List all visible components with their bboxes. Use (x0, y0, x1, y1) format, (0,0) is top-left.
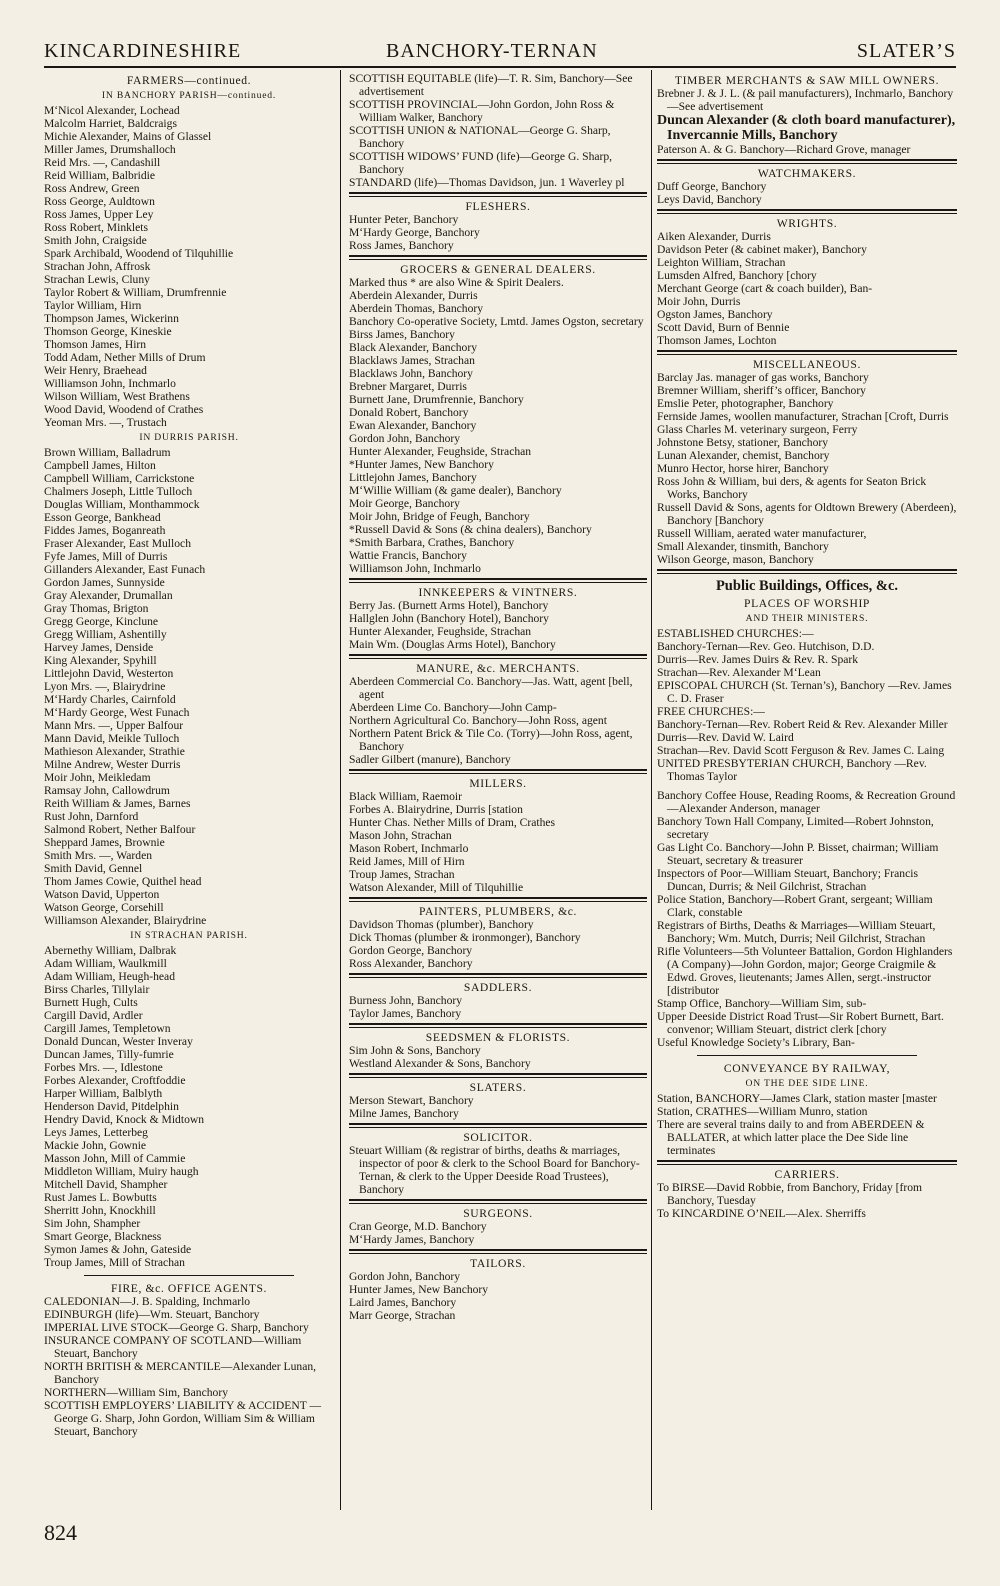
directory-entry: Reith William & James, Barnes (44, 797, 191, 810)
section-rule (657, 209, 957, 214)
directory-entry: Cargill James, Templetown (44, 1022, 171, 1035)
directory-entry: Douglas William, Monthammock (44, 498, 200, 511)
directory-entry: Russell William, aerated water manufacturer, (657, 527, 867, 540)
directory-entry: Taylor James, Banchory (349, 1007, 462, 1020)
directory-entry: NORTHERN—William Sim, Banchory (44, 1386, 228, 1399)
directory-entry: Chalmers Joseph, Little Tulloch (44, 485, 193, 498)
sub-heading: IN DURRIS PARISH. (139, 432, 239, 443)
directory-entry: EDINBURGH (life)—Wm. Steuart, Banchory (44, 1308, 260, 1321)
directory-entry: Main Wm. (Douglas Arms Hotel), Banchory (349, 638, 556, 651)
directory-entry: Leighton William, Strachan (657, 256, 786, 269)
directory-entry: Thomson James, Lochton (657, 334, 777, 347)
directory-entry: To KINCARDINE O’NEIL—Alex. Sherriffs (657, 1207, 866, 1220)
section-rule (349, 578, 647, 583)
directory-entry: Fiddes James, Boganreath (44, 524, 166, 537)
directory-entry: Donald Duncan, Wester Inveray (44, 1035, 193, 1048)
directory-entry: Russell David & Sons, agents for Oldtown Brewery (Aberdeen), Banchory [Banchory (657, 501, 957, 527)
directory-entry: Aiken Alexander, Durris (657, 230, 771, 243)
section-rule (349, 1073, 647, 1078)
directory-entry: SCOTTISH PROVINCIAL—John Gordon, John Ross & William Walker, Banchory (349, 98, 615, 124)
directory-entry: Steuart William (& registrar of births, deaths & marriages, inspector of poor & clerk to the School Board for Banchory-Ternan, & clerk to the Upper Deeside Road Trustees), Banchory (349, 1144, 640, 1196)
directory-entry: Moir John, Bridge of Feugh, Banchory (349, 510, 530, 523)
directory-entry: *Smith Barbara, Crathes, Banchory (349, 536, 515, 549)
section-rule (697, 1055, 917, 1056)
section-heading: GROCERS & GENERAL DEALERS. (400, 263, 596, 276)
section-rule (349, 1199, 647, 1204)
directory-entry: UNITED PRESBYTERIAN CHURCH, Banchory —Rev. Thomas Taylor (657, 757, 927, 783)
section-rule (349, 897, 647, 902)
directory-entry: Ramsay John, Callowdrum (44, 784, 170, 797)
running-header (44, 40, 956, 64)
directory-entry: *Hunter James, New Banchory (349, 458, 494, 471)
sub-heading: AND THEIR MINISTERS. (745, 613, 869, 624)
directory-entry: Thompson James, Wickerinn (44, 312, 179, 325)
directory-entry: Station, CRATHES—William Munro, station (657, 1105, 868, 1118)
directory-entry: Littlejohn James, Banchory (349, 471, 477, 484)
section-heading: PLACES OF WORSHIP (744, 597, 870, 610)
directory-entry: Reid James, Mill of Hirn (349, 855, 465, 868)
section-heading: MILLERS. (469, 777, 527, 790)
directory-entry: Strachan—Rev. David Scott Ferguson & Rev. James C. Laing (657, 744, 945, 757)
section-heading: WATCHMAKERS. (757, 167, 857, 180)
section-heading: FLESHERS. (465, 200, 531, 213)
directory-entry: Upper Deeside District Road Trust—Sir Robert Burnett, Bart. convenor; William Steuart, district clerk [chory (657, 1010, 944, 1036)
directory-entry: Lunan Alexander, chemist, Banchory (657, 449, 830, 462)
directory-entry: Milne Andrew, Wester Durris (44, 758, 181, 771)
directory-entry: Hunter James, New Banchory (349, 1283, 489, 1296)
directory-entry: ESTABLISHED CHURCHES:— (657, 627, 814, 640)
directory-entry: Banchory-Ternan—Rev. Geo. Hutchison, D.D. (657, 640, 875, 653)
directory-entry: Leys James, Letterbeg (44, 1126, 148, 1139)
directory-entry: Williamson John, Inchmarlo (44, 377, 176, 390)
directory-entry: Reid William, Balbridie (44, 169, 156, 182)
section-heading: SOLICITOR. (463, 1131, 533, 1144)
directory-entry: Davidson Thomas (plumber), Banchory (349, 918, 534, 931)
directory-entry: Banchory-Ternan—Rev. Robert Reid & Rev. Alexander Miller (657, 718, 948, 731)
directory-entry: Mathieson Alexander, Strathie (44, 745, 185, 758)
column-public-buildings (657, 72, 957, 1220)
directory-entry: Gray Thomas, Brigton (44, 602, 149, 615)
section-heading: MANURE, &c. MERCHANTS. (416, 662, 580, 675)
directory-entry: Aberdein Thomas, Banchory (349, 302, 484, 315)
column-divider-2 (651, 70, 652, 1510)
directory-entry: Blacklaws James, Strachan (349, 354, 475, 367)
directory-entry: Watson David, Upperton (44, 888, 160, 901)
directory-entry: Miller James, Drumshalloch (44, 143, 176, 156)
directory-entry: Symon James & John, Gateside (44, 1243, 192, 1256)
directory-entry: Burnett Hugh, Cults (44, 996, 138, 1009)
directory-entry: Lyon Mrs. —, Blairydrine (44, 680, 166, 693)
directory-entry: Michie Alexander, Mains of Glassel (44, 130, 212, 143)
directory-entry: Moir John, Meikledam (44, 771, 151, 784)
directory-entry: Gas Light Co. Banchory—John P. Bisset, chairman; William Steuart, secretary & treasurer (657, 841, 939, 867)
directory-entry: Donald Robert, Banchory (349, 406, 469, 419)
directory-entry: Merson Stewart, Banchory (349, 1094, 474, 1107)
directory-entry: Williamson Alexander, Blairydrine (44, 914, 207, 927)
directory-entry: M‘Hardy James, Banchory (349, 1233, 475, 1246)
directory-entry: Adam William, Heugh-head (44, 970, 176, 983)
directory-entry: Duff George, Banchory (657, 180, 767, 193)
directory-entry: Ogston James, Banchory (657, 308, 773, 321)
directory-entry: Banchory Co-operative Society, Lmtd. James Ogston, secretary (349, 315, 644, 328)
directory-entry: Gordon John, Banchory (349, 1270, 461, 1283)
directory-entry: M‘Hardy George, West Funach (44, 706, 190, 719)
directory-entry: SCOTTISH UNION & NATIONAL—George G. Sharp, Banchory (349, 124, 611, 150)
directory-entry: Brown William, Balladrum (44, 446, 171, 459)
directory-entry: Campbell William, Carrickstone (44, 472, 195, 485)
directory-entry: Blacklaws John, Banchory (349, 367, 473, 380)
directory-entry: M‘Willie William (& game dealer), Banchory (349, 484, 562, 497)
directory-entry: Rifle Volunteers—5th Volunteer Battalion, Gordon Highlanders (A Company)—John Gordon, major; George Craigmile & Edwd. Groves, lieutenants; James Allen, sergt.-instructor [distributor (657, 945, 953, 997)
directory-entry: STANDARD (life)—Thomas Davidson, jun. 1 Waverley pl (349, 176, 625, 189)
directory-entry: Police Station, Banchory—Robert Grant, sergeant; William Clark, constable (657, 893, 933, 919)
directory-entry: Middleton William, Muiry haugh (44, 1165, 199, 1178)
directory-entry: Ross Andrew, Green (44, 182, 140, 195)
directory-entry: Berry Jas. (Burnett Arms Hotel), Banchory (349, 599, 549, 612)
directory-entry: Fyfe James, Mill of Durris (44, 550, 168, 563)
directory-entry: Forbes Mrs. —, Idlestone (44, 1061, 163, 1074)
directory-entry: SCOTTISH WIDOWS’ FUND (life)—George G. Sharp, Banchory (349, 150, 613, 176)
directory-entry: Henderson David, Pitdelphin (44, 1100, 179, 1113)
directory-entry: Gordon George, Banchory (349, 944, 473, 957)
column-farmers (44, 72, 334, 1438)
directory-entry: Wilson George, mason, Banchory (657, 553, 814, 566)
directory-entry: Stamp Office, Banchory—William Sim, sub- (657, 997, 867, 1010)
directory-entry: Harper William, Balblyth (44, 1087, 163, 1100)
section-heading: SURGEONS. (463, 1207, 533, 1220)
section-rule (349, 192, 647, 197)
section-rule (657, 159, 957, 164)
directory-entry: Hallglen John (Banchory Hotel), Banchory (349, 612, 549, 625)
directory-entry: Sherritt John, Knockhill (44, 1204, 156, 1217)
directory-entry: Gordon James, Sunnyside (44, 576, 165, 589)
directory-entry: Merchant George (cart & coach builder), Ban- (657, 282, 873, 295)
header-place: BANCHORY-TERNAN (386, 40, 598, 62)
directory-entry: Ross John & William, bui ders, & agents for Seaton Brick Works, Banchory (657, 475, 927, 501)
section-rule (349, 1249, 647, 1254)
directory-entry: Fraser Alexander, East Mulloch (44, 537, 191, 550)
directory-entry: SCOTTISH EQUITABLE (life)—T. R. Sim, Banchory—See advertisement (349, 72, 633, 98)
directory-entry: Marked thus * are also Wine & Spirit Dealers. (349, 276, 564, 289)
directory-entry: Birss Charles, Tillylair (44, 983, 150, 996)
directory-entry: *Russell David & Sons (& china dealers), Banchory (349, 523, 592, 536)
directory-entry: Marr George, Strachan (349, 1309, 456, 1322)
directory-entry: SCOTTISH EMPLOYERS’ LIABILITY & ACCIDENT —George G. Sharp, John Gordon, William Sim & William Steuart, Banchory (44, 1399, 322, 1438)
directory-entry: Sheppard James, Brownie (44, 836, 165, 849)
directory-entry: Taylor Robert & William, Drumfrennie (44, 286, 227, 299)
directory-entry: Northern Agricultural Co. Banchory—John Ross, agent (349, 714, 607, 727)
section-heading: SADDLERS. (463, 981, 533, 994)
directory-entry: Hunter Peter, Banchory (349, 213, 459, 226)
directory-entry: Troup James, Mill of Strachan (44, 1256, 185, 1269)
directory-entry: Small Alexander, tinsmith, Banchory (657, 540, 829, 553)
directory-entry: Mitchell David, Shampher (44, 1178, 168, 1191)
section-heading: FARMERS—continued. (126, 74, 252, 87)
section-heading: TAILORS. (470, 1257, 526, 1270)
directory-entry: Bremner William, sheriff’s officer, Banchory (657, 384, 866, 397)
directory-entry: Mason John, Strachan (349, 829, 452, 842)
header-rule (44, 66, 956, 68)
header-publisher: SLATER’S (856, 40, 956, 62)
directory-entry: Moir George, Banchory (349, 497, 460, 510)
directory-entry: Johnstone Betsy, stationer, Banchory (657, 436, 829, 449)
directory-entry: Sim John, Shampher (44, 1217, 141, 1230)
directory-entry: Duncan James, Tilly-fumrie (44, 1048, 174, 1061)
section-heading: SEEDSMEN & FLORISTS. (425, 1031, 571, 1044)
directory-entry: Yeoman Mrs. —, Trustach (44, 416, 167, 429)
sub-heading: IN BANCHORY PARISH—continued. (101, 90, 277, 101)
directory-entry: Watson George, Corsehill (44, 901, 164, 914)
directory-entry: Campbell James, Hilton (44, 459, 156, 472)
directory-entry: FREE CHURCHES:— (657, 705, 765, 718)
directory-entry: Mann Mrs. —, Upper Balfour (44, 719, 184, 732)
directory-entry: Brebner J. & J. L. (& pail manufacturers), Inchmarlo, Banchory—See advertisement (657, 87, 954, 113)
directory-entry: Esson George, Bankhead (44, 511, 161, 524)
directory-entry: M‘Nicol Alexander, Lochead (44, 104, 180, 117)
directory-entry: Durris—Rev. David W. Laird (657, 731, 794, 744)
directory-entry: Milne James, Banchory (349, 1107, 459, 1120)
directory-entry: Smart George, Blackness (44, 1230, 162, 1243)
section-rule (349, 654, 647, 659)
directory-entry: EPISCOPAL CHURCH (St. Ternan’s), Banchory —Rev. James C. D. Fraser (657, 679, 952, 705)
directory-entry: Black Alexander, Banchory (349, 341, 477, 354)
section-heading: SLATERS. (469, 1081, 527, 1094)
section-rule (657, 1160, 957, 1165)
directory-entry: Adam William, Waulkmill (44, 957, 167, 970)
directory-entry: Barclay Jas. manager of gas works, Banchory (657, 371, 869, 384)
directory-entry: Banchory Town Hall Company, Limited—Robert Johnston, secretary (657, 815, 934, 841)
section-rule (657, 569, 957, 574)
directory-entry: Rust James L. Bowbutts (44, 1191, 157, 1204)
directory-entry: Strachan John, Affrosk (44, 260, 151, 273)
directory-entry: Davidson Peter (& cabinet maker), Banchory (657, 243, 867, 256)
directory-entry: Masson John, Mill of Cammie (44, 1152, 186, 1165)
page-number: 824 (44, 1520, 77, 1545)
directory-entry: Gregg George, Kinclune (44, 615, 159, 628)
directory-entry: Wilson William, West Brathens (44, 390, 190, 403)
directory-entry: Taylor William, Hirn (44, 299, 142, 312)
directory-entry: Strachan—Rev. Alexander M‘Lean (657, 666, 821, 679)
directory-entry: Glass Charles M. veterinary surgeon, Ferry (657, 423, 858, 436)
section-rule (349, 255, 647, 260)
directory-entry: Scott David, Burn of Bennie (657, 321, 790, 334)
directory-entry: Watson Alexander, Mill of Tilquhillie (349, 881, 524, 894)
directory-entry: Wood David, Woodend of Crathes (44, 403, 204, 416)
directory-entry: Burnett Jane, Drumfrennie, Banchory (349, 393, 524, 406)
directory-entry: Mackie John, Gownie (44, 1139, 147, 1152)
section-heading: WRIGHTS. (776, 217, 838, 230)
directory-entry: Gray Alexander, Drumallan (44, 589, 173, 602)
directory-entry: Munro Hector, horse hirer, Banchory (657, 462, 829, 475)
directory-entry: Gillanders Alexander, East Funach (44, 563, 206, 576)
column-divider-1 (340, 70, 341, 1510)
directory-entry: Thom James Cowie, Quithel head (44, 875, 202, 888)
directory-entry: Spark Archibald, Woodend of Tilquhillie (44, 247, 234, 260)
directory-entry: Forbes A. Blairydrine, Durris [station (349, 803, 523, 816)
directory-entry: Smith Mrs. —, Warden (44, 849, 153, 862)
directory-entry: Ross Alexander, Banchory (349, 957, 473, 970)
section-heading: TIMBER MERCHANTS & SAW MILL OWNERS. (674, 74, 940, 87)
directory-entry: Hunter Chas. Nether Mills of Dram, Crathes (349, 816, 556, 829)
directory-entry: Emslie Peter, photographer, Banchory (657, 397, 834, 410)
section-heading: FIRE, &c. OFFICE AGENTS. (110, 1282, 268, 1295)
directory-entry: Ross George, Auldtown (44, 195, 155, 208)
sub-heading: ON THE DEE SIDE LINE. (745, 1078, 869, 1089)
directory-entry: CALEDONIAN—J. B. Spalding, Inchmarlo (44, 1295, 251, 1308)
directory-entry: Hunter Alexander, Feughside, Strachan (349, 445, 532, 458)
directory-entry: Fernside James, woollen manufacturer, Strachan [Croft, Durris (657, 410, 949, 423)
section-heading: MISCELLANEOUS. (753, 358, 861, 371)
directory-entry: Weir Henry, Braehead (44, 364, 147, 377)
directory-entry: Black William, Raemoir (349, 790, 462, 803)
directory-entry: Paterson A. & G. Banchory—Richard Grove, manager (657, 143, 911, 156)
directory-entry: Gordon John, Banchory (349, 432, 461, 445)
section-rule (349, 1123, 647, 1128)
directory-entry: Rust John, Darnford (44, 810, 139, 823)
directory-entry: Todd Adam, Nether Mills of Drum (44, 351, 206, 364)
directory-entry: Ross James, Banchory (349, 239, 454, 252)
directory-entry: Thomson James, Hirn (44, 338, 147, 351)
directory-entry: Laird James, Banchory (349, 1296, 457, 1309)
directory-entry: Lumsden Alfred, Banchory [chory (657, 269, 817, 282)
part-heading: Public Buildings, Offices, &c. (715, 578, 899, 594)
directory-entry: Sadler Gilbert (manure), Banchory (349, 753, 511, 766)
directory-entry: Durris—Rev. James Duirs & Rev. R. Spark (657, 653, 859, 666)
header-county: KINCARDINESHIRE (44, 40, 242, 62)
directory-entry: Registrars of Births, Deaths & Marriages—William Steuart, Banchory; Wm. Mutch, Durris; Neil Gilchrist, Strachan (657, 919, 936, 945)
directory-entry: Smith John, Craigside (44, 234, 147, 247)
directory-entry: M‘Hardy Charles, Cairnfold (44, 693, 176, 706)
directory-entry: Littlejohn David, Westerton (44, 667, 174, 680)
section-rule (657, 350, 957, 355)
directory-entry: Forbes Alexander, Croftfoddie (44, 1074, 186, 1087)
sub-heading: IN STRACHAN PARISH. (130, 930, 248, 941)
directory-entry: Sim John & Sons, Banchory (349, 1044, 481, 1057)
section-rule (349, 1023, 647, 1028)
directory-entry: Thomson George, Kineskie (44, 325, 172, 338)
directory-entry: Malcolm Harriet, Baldcraigs (44, 117, 177, 130)
directory-entry: Leys David, Banchory (657, 193, 762, 206)
directory-entry: Birss James, Banchory (349, 328, 455, 341)
section-heading: CARRIERS. (774, 1168, 840, 1181)
directory-entry: Williamson John, Inchmarlo (349, 562, 481, 575)
directory-entry: To BIRSE—David Robbie, from Banchory, Friday [from Banchory, Tuesday (657, 1181, 923, 1207)
directory-entry: Northern Patent Brick & Tile Co. (Torry)—John Ross, agent, Banchory (349, 727, 633, 753)
directory-entry: M‘Hardy George, Banchory (349, 226, 480, 239)
directory-entry: Ross Robert, Minklets (44, 221, 149, 234)
column-trades (349, 72, 647, 1322)
directory-entry: Hunter Alexander, Feughside, Strachan (349, 625, 532, 638)
directory-entry: Ross James, Upper Ley (44, 208, 154, 221)
directory-entry: Aberdein Alexander, Durris (349, 289, 478, 302)
section-heading: PAINTERS, PLUMBERS, &c. (419, 905, 577, 918)
directory-entry: Brebner Margaret, Durris (349, 380, 467, 393)
directory-entry: Aberdeen Commercial Co. Banchory—Jas. Watt, agent [bell, agent (349, 675, 633, 701)
directory-entry: Reid Mrs. —, Candashill (44, 156, 161, 169)
directory-entry: Hendry David, Knock & Midtown (44, 1113, 205, 1126)
directory-entry: Wattie Francis, Banchory (349, 549, 467, 562)
directory-entry: Dick Thomas (plumber & ironmonger), Banchory (349, 931, 581, 944)
directory-entry: Smith David, Gennel (44, 862, 143, 875)
directory-entry: Gregg William, Ashentilly (44, 628, 167, 641)
directory-entry: Abernethy William, Dalbrak (44, 944, 177, 957)
featured-entry: Duncan Alexander (& cloth board manufacturer), Invercannie Mills, Banchory (657, 113, 956, 143)
section-rule (84, 1275, 294, 1276)
directory-entry: Aberdeen Lime Co. Banchory—John Camp- (349, 701, 557, 714)
directory-entry: Inspectors of Poor—William Steuart, Banchory; Francis Duncan, Durris; & Neil Gilchrist, Strachan (657, 867, 918, 893)
directory-entry: IMPERIAL LIVE STOCK—George G. Sharp, Banchory (44, 1321, 309, 1334)
section-heading: INNKEEPERS & VINTNERS. (418, 586, 578, 599)
directory-entry: Cargill David, Ardler (44, 1009, 143, 1022)
directory-entry: NORTH BRITISH & MERCANTILE—Alexander Lunan, Banchory (44, 1360, 317, 1386)
directory-entry: INSURANCE COMPANY OF SCOTLAND—William Steuart, Banchory (44, 1334, 302, 1360)
section-rule (349, 769, 647, 774)
section-rule (349, 973, 647, 978)
directory-entry: Westland Alexander & Sons, Banchory (349, 1057, 531, 1070)
directory-entry: Cran George, M.D. Banchory (349, 1220, 487, 1233)
directory-entry: Station, BANCHORY—James Clark, station master [master (657, 1092, 937, 1105)
directory-entry: Ewan Alexander, Banchory (349, 419, 477, 432)
directory-entry: Banchory Coffee House, Reading Rooms, & Recreation Ground—Alexander Anderson, manager (657, 789, 956, 815)
directory-entry: Useful Knowledge Society’s Library, Ban- (657, 1036, 855, 1049)
section-heading: CONVEYANCE BY RAILWAY, (723, 1062, 891, 1075)
directory-entry: Mann David, Meikle Tulloch (44, 732, 180, 745)
directory-entry: Salmond Robert, Nether Balfour (44, 823, 196, 836)
directory-entry: Troup James, Strachan (349, 868, 455, 881)
directory-entry: King Alexander, Spyhill (44, 654, 157, 667)
directory-entry: Mason Robert, Inchmarlo (349, 842, 469, 855)
directory-entry: Moir John, Durris (657, 295, 741, 308)
directory-entry: Strachan Lewis, Cluny (44, 273, 150, 286)
directory-entry: Harvey James, Denside (44, 641, 154, 654)
directory-entry: There are several trains daily to and from ABERDEEN & BALLATER, at which latter place the Dee Side line terminates (657, 1118, 925, 1157)
directory-entry: Burness John, Banchory (349, 994, 463, 1007)
